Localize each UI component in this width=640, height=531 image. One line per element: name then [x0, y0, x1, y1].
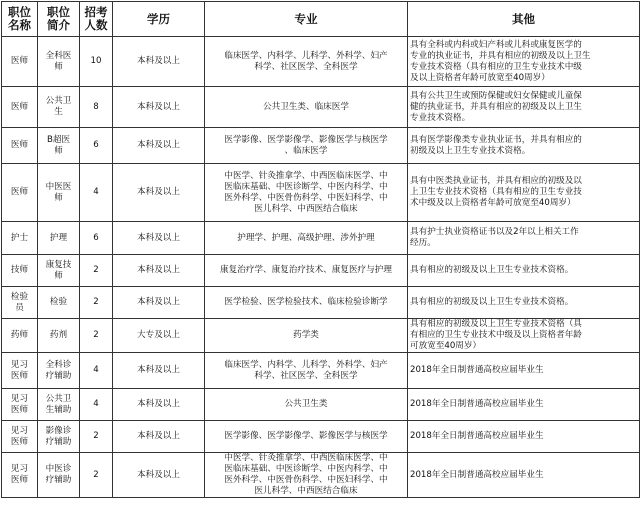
cell-other: [408, 87, 640, 128]
cell-post-brief: [38, 287, 80, 319]
cell-post-name: [2, 453, 38, 498]
cell-major-line: 公共卫生类: [284, 399, 328, 409]
cell-recruit-count: 2: [80, 287, 113, 319]
cell-major-line: 临床医学、内科学、儿科学、外科学、妇产: [224, 50, 388, 61]
cell-post-brief: [38, 453, 80, 498]
cell-major: [205, 319, 408, 353]
cell-recruit-count: 6: [80, 222, 113, 255]
cell-other-line: 具有医学影像类专业执业证书，并具有相应的: [410, 134, 582, 145]
cell-recruit-count: 10: [80, 37, 113, 87]
cell-other: [408, 128, 640, 164]
cell-education: 本科及以上: [113, 222, 205, 255]
cell-post-brief-line: 生辅助: [45, 404, 72, 415]
cell-recruit-count: 2: [80, 319, 113, 353]
cell-post-brief-line: 全科诊: [45, 359, 72, 370]
cell-post-name: [2, 353, 38, 389]
cell-recruit-count: 8: [80, 87, 113, 128]
cell-post-brief-line: 公共卫: [45, 393, 72, 404]
cell-recruit-count: 2: [80, 421, 113, 453]
cell-other-line: 术中级及以上资格者年龄可放宽至40周岁）: [410, 198, 576, 208]
header-post-name: [2, 2, 38, 37]
cell-other-line: 专业技术资格。: [410, 112, 471, 123]
cell-major: [205, 222, 408, 255]
header-post-name-line: 职位: [8, 5, 31, 19]
cell-major-line: 医学影像、医学影像学、影像医学与核医学: [224, 134, 388, 145]
cell-other-line: 具有全科或内科或妇产科或儿科或康复医学的: [410, 39, 582, 50]
cell-major: [205, 421, 408, 453]
cell-other-line: 2018年全日制普通高校应届毕业生: [410, 365, 544, 375]
cell-post-brief: [38, 255, 80, 287]
cell-other-line: 可放宽至40周岁）: [410, 341, 482, 351]
cell-major-line: 医学检验、医学检验技术、临床检验诊断学: [224, 297, 388, 307]
cell-post-brief-line: 师: [54, 192, 63, 203]
cell-post-brief-line: 生: [54, 107, 63, 117]
cell-education: 本科及以上: [113, 128, 205, 164]
cell-other-line: 具有中医类执业证书，并具有相应的初级及以: [410, 176, 582, 186]
table-row: [2, 222, 640, 255]
recruitment-table: [1, 1, 640, 498]
cell-other-line: 2018年全日制普通高校应届毕业生: [410, 469, 544, 480]
cell-education: 本科及以上: [113, 164, 205, 222]
cell-post-name-line: 见习: [10, 425, 29, 436]
table-row: [2, 37, 640, 87]
cell-post-name-line: 见习: [10, 464, 29, 474]
cell-post-name: [2, 287, 38, 319]
cell-post-brief: [38, 164, 80, 222]
cell-post-name: [2, 128, 38, 164]
table-row: [2, 353, 640, 389]
cell-education: 本科及以上: [113, 389, 205, 421]
cell-post-name-line: 医师: [10, 140, 29, 150]
cell-other-line: 2018年全日制普通高校应届毕业生: [410, 431, 544, 441]
cell-other: [408, 287, 640, 319]
table-row: [2, 164, 640, 222]
cell-post-name: [2, 164, 38, 222]
cell-major-line: 科学、社区医学、全科医学: [254, 61, 358, 72]
cell-post-name: [2, 389, 38, 421]
cell-education: 本科及以上: [113, 353, 205, 389]
table-row: [2, 87, 640, 128]
cell-major: [205, 87, 408, 128]
cell-education: 本科及以上: [113, 287, 205, 319]
cell-major: [205, 353, 408, 389]
cell-major: [205, 389, 408, 421]
cell-major-line: 医临床基础、中医诊断学、中医内科学、中: [224, 464, 388, 474]
header-other: 其他: [408, 2, 640, 37]
cell-post-name-line: 医师: [10, 56, 29, 66]
cell-major-line: 科学、社区医学、全科医学: [254, 370, 358, 381]
cell-post-name: [2, 222, 38, 255]
cell-other: [408, 453, 640, 498]
cell-post-brief: [38, 128, 80, 164]
cell-post-brief-line: 药剂: [49, 330, 68, 340]
cell-other: [408, 319, 640, 353]
cell-post-brief: [38, 421, 80, 453]
cell-other-line: 具有护士执业资格证书以及2年以上相关工作: [410, 227, 579, 237]
cell-other-line: 具有相应的初级及以上卫生专业技术资格。: [410, 297, 574, 307]
cell-post-name-line: 医师: [10, 404, 29, 415]
cell-major-line: 中医学、针灸推拿学、中西医临床医学、中: [224, 453, 388, 463]
cell-post-name-line: 见习: [10, 393, 29, 404]
cell-post-name-line: 药师: [10, 330, 29, 340]
header-post-name-line: 名称: [8, 18, 31, 32]
cell-major-line: 医儿科学、中西医结合临床: [254, 203, 358, 214]
cell-post-name: [2, 87, 38, 128]
cell-other-line: 专业的执业证书，并具有相应的初级及以上卫生: [410, 50, 591, 61]
cell-other: [408, 222, 640, 255]
header-post-brief-line: 职位: [47, 5, 70, 19]
cell-recruit-count: 2: [80, 255, 113, 287]
cell-recruit-count: 2: [80, 453, 113, 498]
cell-post-name: [2, 319, 38, 353]
cell-post-name-line: 员: [15, 302, 24, 313]
cell-other-line: 专业技术资格（具有相应的卫生专业技术中级: [410, 61, 582, 72]
cell-other: [408, 421, 640, 453]
cell-major-line: 临床医学、内科学、儿科学、外科学、妇产: [224, 359, 388, 370]
cell-post-brief-line: 护理: [49, 232, 68, 243]
cell-other-line: 具有公共卫生或预防保健或妇女保健或儿童保: [410, 90, 582, 101]
cell-post-name-line: 护士: [10, 232, 29, 243]
cell-major-line: 医外科学、中医骨伤科学、中医妇科学、中: [224, 475, 388, 485]
cell-recruit-count: 4: [80, 164, 113, 222]
table-row: [2, 389, 640, 421]
cell-post-brief: [38, 389, 80, 421]
cell-post-brief-line: 影像诊: [45, 425, 72, 436]
cell-major-line: 药学类: [293, 330, 319, 340]
cell-post-name-line: 见习: [10, 359, 29, 370]
cell-post-name-line: 医师: [10, 475, 29, 485]
cell-post-brief-line: 康复技: [45, 259, 72, 270]
cell-post-brief-line: 疗辅助: [45, 436, 72, 447]
cell-post-name: [2, 255, 38, 287]
header-post-brief: [38, 2, 80, 37]
cell-major-line: 康复治疗学、康复治疗技术、康复医疗与护理: [220, 265, 392, 275]
header-post-brief-line: 简介: [47, 18, 70, 32]
cell-post-brief-line: 中医医: [45, 181, 72, 192]
cell-major: [205, 164, 408, 222]
header-recruit-count-line: 招考: [84, 5, 108, 19]
cell-education: 本科及以上: [113, 87, 205, 128]
cell-post-brief: [38, 37, 80, 87]
cell-recruit-count: 6: [80, 128, 113, 164]
cell-major: [205, 287, 408, 319]
cell-major: [205, 453, 408, 498]
cell-major-line: 、临床医学: [284, 145, 328, 156]
cell-post-name-line: 检验: [10, 291, 29, 302]
cell-major: [205, 128, 408, 164]
cell-post-brief-line: 检验: [49, 297, 68, 307]
header-recruit-count-line: 人数: [84, 18, 108, 32]
cell-post-brief-line: 中医诊: [45, 464, 72, 474]
cell-major-line: 医学影像、医学影像学、影像医学与核医学: [224, 431, 388, 441]
cell-education: 本科及以上: [113, 37, 205, 87]
header-education: 学历: [113, 2, 205, 37]
cell-post-brief-line: 师: [54, 61, 63, 72]
cell-major-line: 公共卫生类、临床医学: [263, 101, 349, 112]
header-row: [2, 2, 640, 37]
cell-post-name: [2, 421, 38, 453]
cell-other-line: 初级及以上卫生专业技术资格。: [410, 145, 531, 156]
cell-post-brief-line: 公共卫: [45, 96, 72, 106]
cell-major-line: 医外科学、中医骨伤科学、中医妇科学、中: [224, 192, 388, 203]
cell-other: [408, 37, 640, 87]
cell-major: [205, 255, 408, 287]
cell-other-line: 上卫生专业技术资格（具有相应的卫生专业技: [410, 187, 582, 197]
cell-major-line: 医儿科学、中西医结合临床: [254, 486, 358, 496]
cell-post-brief-line: 疗辅助: [45, 370, 72, 381]
cell-post-brief: [38, 353, 80, 389]
cell-major: [205, 37, 408, 87]
cell-post-brief: [38, 87, 80, 128]
cell-education: 大专及以上: [113, 319, 205, 353]
cell-post-name-line: 技师: [10, 265, 29, 275]
cell-other-line: 经历。: [410, 238, 436, 248]
cell-other-line: 2018年全日制普通高校应届毕业生: [410, 399, 544, 409]
cell-recruit-count: 4: [80, 389, 113, 421]
table-body: [2, 37, 640, 498]
cell-recruit-count: 4: [80, 353, 113, 389]
cell-other-line: 具有相应的初级及以上卫生专业技术资格。: [410, 265, 574, 275]
cell-other-line: 健的执业证书，并具有相应的初级及以上卫生: [410, 101, 582, 112]
cell-other: [408, 255, 640, 287]
cell-post-name-line: 医师: [10, 370, 29, 381]
cell-other: [408, 353, 640, 389]
cell-education: 本科及以上: [113, 255, 205, 287]
cell-other: [408, 164, 640, 222]
cell-post-brief-line: 师: [54, 270, 63, 281]
cell-major-line: 中医学、针灸推拿学、中西医临床医学、中: [224, 170, 388, 181]
cell-other-line: 及以上资格者年龄可放宽至40周岁）: [410, 72, 550, 83]
header-recruit-count: [80, 2, 113, 37]
cell-other-line: 具有相应的初级及以上卫生专业技术资格（具: [410, 319, 582, 329]
table-row: [2, 319, 640, 353]
table-row: [2, 128, 640, 164]
cell-major-line: 护理学、护理、高级护理、涉外护理: [237, 232, 375, 243]
table-row: [2, 255, 640, 287]
cell-major-line: 医临床基础、中医诊断学、中医内科学、中: [224, 181, 388, 192]
table-row: [2, 453, 640, 498]
cell-post-name: [2, 37, 38, 87]
cell-post-brief-line: 疗辅助: [45, 475, 72, 485]
cell-post-brief: [38, 319, 80, 353]
cell-post-name-line: 医师: [10, 436, 29, 447]
header-major: 专业: [205, 2, 408, 37]
cell-education: 本科及以上: [113, 453, 205, 498]
cell-other: [408, 389, 640, 421]
cell-post-name-line: 医师: [10, 101, 29, 112]
table-row: [2, 421, 640, 453]
cell-post-name-line: 医师: [10, 187, 29, 197]
cell-post-brief-line: B超医: [46, 134, 71, 145]
cell-post-brief-line: 师: [54, 145, 63, 156]
cell-post-brief: [38, 222, 80, 255]
table-row: [2, 287, 640, 319]
cell-post-brief-line: 全科医: [45, 50, 72, 61]
cell-other-line: 有相应的卫生专业技术中级及以上资格者年龄: [410, 330, 582, 340]
cell-education: 本科及以上: [113, 421, 205, 453]
